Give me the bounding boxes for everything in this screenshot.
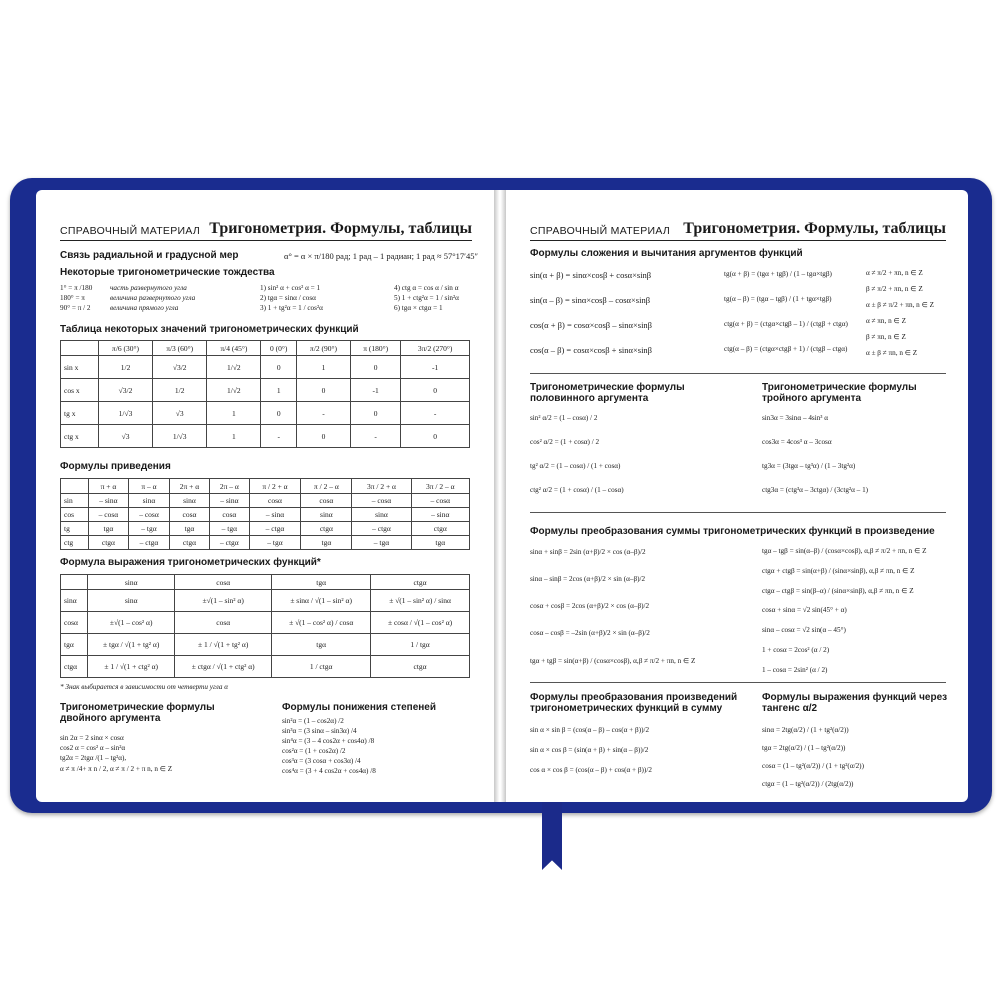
formula-line: 1) sin² α + cos² α = 1 (260, 284, 321, 292)
formula-line: 3) 1 + tg²α = 1 / cos²α (260, 304, 323, 312)
formula-line: sinα = 2tg(α/2) / (1 + tg²(α/2)) (762, 726, 849, 734)
section-reduction-title: Формулы приведения (60, 461, 171, 472)
bookmark-ribbon (542, 790, 562, 870)
table-row (61, 494, 470, 508)
table-cell: tg x (61, 402, 99, 425)
table-cell: sinα (352, 508, 411, 522)
section-expression-title: Формула выражения тригонометрических функций* (60, 557, 321, 568)
table-header-cell: π/6 (30°) (98, 341, 152, 356)
formula-line: α ≠ π/2 + πn, n ∈ Z (866, 269, 923, 277)
header-ref: СПРАВОЧНЫЙ МАТЕРИАЛ (60, 225, 201, 237)
table-cell: ctgα (301, 522, 352, 536)
table-row (61, 379, 470, 402)
formula-line: 1 – cosα = 2sin² (α / 2) (762, 666, 828, 674)
formula-line: 6) tgα × ctgα = 1 (394, 304, 443, 312)
table-cell: 0 (351, 356, 401, 379)
section-half-arg-title: Тригонометрические формулы половинного аргумента (530, 382, 685, 404)
formula-line: cos⁴α = (3 + 4 cos2α + cos4α) /8 (282, 767, 376, 775)
table-cell: ctgα (61, 656, 88, 678)
table-cell: - (351, 425, 401, 448)
table-cell: ± sinα / √(1 – sin² α) (272, 590, 371, 612)
table-header-row (61, 479, 470, 494)
table-cell: 0 (261, 402, 297, 425)
formula-line: sin(α + β) = sinα×cosβ + cosα×sinβ (530, 270, 652, 280)
formula-line: sin² α/2 = (1 – cosα) / 2 (530, 414, 598, 422)
table-header-row (61, 575, 470, 590)
formula-line: sin α × cos β = (sin(α + β) + sin(α – β))/2 (530, 746, 649, 754)
formula-line: cos³α = (3 cosα + cos3α) /4 (282, 757, 361, 765)
section-double-arg-title: Тригонометрические формулы двойного аргумента (60, 702, 215, 724)
table-cell: ctg (61, 536, 89, 550)
right-page (506, 190, 968, 802)
formula-line: 5) 1 + ctg²α = 1 / sin²α (394, 294, 459, 302)
table-cell: 0 (351, 402, 401, 425)
divider (530, 512, 946, 513)
table-cell: sinα (88, 590, 175, 612)
table-cell: – ctgα (129, 536, 170, 550)
formula-line: sin α × sin β = (cos(α – β) – cos(α + β))/2 (530, 726, 650, 734)
table-header-cell: 0 (0°) (261, 341, 297, 356)
section-half-tangent-title: Формулы выражения функций через тангенс α/2 (762, 692, 948, 714)
table-cell: -1 (351, 379, 401, 402)
table-cell: cosα (169, 508, 209, 522)
table-header-cell: 2π – α (210, 479, 249, 494)
left-page (36, 190, 494, 802)
formula-line: sin(α – β) = sinα×cosβ – cosα×sinβ (530, 295, 651, 305)
table-header-cell: π/3 (60°) (153, 341, 207, 356)
formula-line: tg3α = (3tgα – tg³α) / (1 – 3tg²α) (762, 462, 856, 470)
formula-line: величина развернутого угла (110, 294, 196, 302)
section-radian-degree-title: Связь радиальной и градусной мер (60, 250, 239, 261)
table-cell: 1 / tgα (371, 634, 470, 656)
table-cell: – cosα (411, 494, 469, 508)
table-cell: √3/2 (153, 356, 207, 379)
table-cell: 0 (261, 356, 297, 379)
formula-line: cos² α/2 = (1 + cosα) / 2 (530, 438, 600, 446)
formula-line: ctg(α – β) = (ctgα×ctgβ + 1) / (ctgβ – ctgα) (724, 345, 848, 353)
expression-table (60, 574, 470, 678)
table-cell: ± √(1 – cos² α) / cosα (272, 612, 371, 634)
table-header-cell: π (180°) (351, 341, 401, 356)
section-triple-arg-title: Тригонометрические формулы тройного аргумента (762, 382, 917, 404)
formula-line: β ≠ π/2 + πn, n ∈ Z (866, 285, 923, 293)
table-cell: 1 (207, 402, 261, 425)
table-cell: 1 (296, 356, 350, 379)
table-row (61, 536, 470, 550)
table-row (61, 356, 470, 379)
formula-line: cosα + cosβ = 2cos (α+β)/2 × cos (α–β)/2 (530, 602, 650, 610)
table-cell: ctgα (88, 536, 129, 550)
section-product-to-sum-title: Формулы преобразования произведений тригонометрических функций в сумму (530, 692, 738, 714)
formula-line: 4) ctg α = cos α / sin α (394, 284, 459, 292)
table-cell: 1/2 (153, 379, 207, 402)
table-cell: 1/√2 (207, 356, 261, 379)
formula-line: tgα + tgβ = sin(α+β) / (cosα×cosβ), α,β ≠ π/2 + πn, n ∈ Z (530, 657, 696, 665)
section-addition-title: Формулы сложения и вычитания аргументов функций (530, 248, 803, 259)
formula-line: 2) tgα = sinα / cosα (260, 294, 316, 302)
formula-line: ctgα = (1 – tg²(α/2)) / (2tg(α/2)) (762, 780, 854, 788)
formula-line: часть развернутого угла (110, 284, 187, 292)
table-cell: – tgα (352, 536, 411, 550)
table-row (61, 425, 470, 448)
table-row (61, 508, 470, 522)
table-cell: ctg x (61, 425, 99, 448)
table-header-cell (61, 575, 88, 590)
formula-line: cos(α + β) = cosα×cosβ – sinα×sinβ (530, 320, 653, 330)
table-cell: – ctgα (249, 522, 301, 536)
table-cell: 1/√3 (98, 402, 152, 425)
header-ref: СПРАВОЧНЫЙ МАТЕРИАЛ (530, 225, 671, 237)
table-cell: ctgα (371, 656, 470, 678)
table-cell: cosα (210, 508, 249, 522)
header-title: Тригонометрия. Формулы, таблицы (683, 220, 946, 237)
formula-line: 1 + cosα = 2cos² (α / 2) (762, 646, 830, 654)
table-cell: – tgα (129, 522, 170, 536)
values-table (60, 340, 470, 448)
table-cell: – sinα (210, 494, 249, 508)
table-cell: √3/2 (98, 379, 152, 402)
table-cell: 1 / ctgα (272, 656, 371, 678)
table-cell: ±√(1 – sin² α) (175, 590, 272, 612)
formula-line: tg2α = 2tgα /(1 – tg²α), (60, 754, 127, 762)
table-header-cell: tgα (272, 575, 371, 590)
table-cell: - (296, 402, 350, 425)
formula-line: sin 2α = 2 sinα × cosα (60, 734, 124, 742)
formula-line: ctg(α + β) = (ctgα×ctgβ – 1) / (ctgβ + ctgα) (724, 320, 848, 328)
formula-line: tg(α + β) = (tgα + tgβ) / (1 – tgα×tgβ) (724, 270, 832, 278)
formula-line: tg² α/2 = (1 – cosα) / (1 + cosα) (530, 462, 621, 470)
table-header-cell: ctgα (371, 575, 470, 590)
formula-line: sin²α = (1 – cos2α) /2 (282, 717, 344, 725)
table-cell: 0 (296, 379, 350, 402)
table-cell: sinα (129, 494, 170, 508)
table-cell: ± cosα / √(1 – cos² α) (371, 612, 470, 634)
divider (530, 373, 946, 374)
table-cell: 0 (401, 379, 470, 402)
table-cell: sinα (301, 508, 352, 522)
table-cell: tg (61, 522, 89, 536)
section-power-reduction-title: Формулы понижения степеней (282, 702, 437, 713)
table-header-cell: 2π + α (169, 479, 209, 494)
table-header-cell: π + α (88, 479, 129, 494)
table-header-cell: 3π / 2 – α (411, 479, 469, 494)
table-cell: cosα (249, 494, 301, 508)
table-cell: – sinα (411, 508, 469, 522)
table-cell: – ctgα (352, 522, 411, 536)
table-header-cell: π / 2 – α (301, 479, 352, 494)
formula-line: величина прямого угла (110, 304, 179, 312)
formula-line: ctgα – ctgβ = sin(β–α) / (sinα×sinβ), α,β ≠ πn, n ∈ Z (762, 587, 914, 595)
table-cell: cosα (301, 494, 352, 508)
table-cell: 1/2 (98, 356, 152, 379)
formula-line: cosα = (1 – tg²(α/2)) / (1 + tg²(α/2)) (762, 762, 864, 770)
table-cell: – tgα (249, 536, 301, 550)
expression-footnote: * Знак выбирается в зависимости от четверти угла α (60, 683, 229, 691)
table-cell: – cosα (129, 508, 170, 522)
formula-line: cosα + sinα = √2 sin(45° + α) (762, 606, 847, 614)
table-row (61, 522, 470, 536)
table-cell: tgα (411, 536, 469, 550)
table-cell: ± 1 / √(1 + ctg² α) (88, 656, 175, 678)
table-cell: 1 (207, 425, 261, 448)
formula-line: sin⁴α = (3 – 4 cos2α + cos4α) /8 (282, 737, 375, 745)
section-sum-to-product-title: Формулы преобразования суммы тригонометрических функций в произведение (530, 526, 935, 537)
table-cell: ± ctgα / √(1 + ctg² α) (175, 656, 272, 678)
formula-line: sinα + sinβ = 2sin (α+β)/2 × cos (α–β)/2 (530, 548, 646, 556)
reduction-table (60, 478, 470, 550)
formula-line: tgα – tgβ = sin(α–β) / (cosα×cosβ), α,β ≠ π/2 + πn, n ∈ Z (762, 547, 927, 555)
table-cell: √3 (98, 425, 152, 448)
table-header-cell: 3π / 2 + α (352, 479, 411, 494)
formula-line: sinα – cosα = √2 sin(α – 45°) (762, 626, 846, 634)
formula-line: α ± β ≠ πn, n ∈ Z (866, 349, 918, 357)
table-cell: tgα (272, 634, 371, 656)
table-cell: √3 (153, 402, 207, 425)
table-cell: 1/√2 (207, 379, 261, 402)
formula-line: cos(α – β) = cosα×cosβ + sinα×sinβ (530, 345, 653, 355)
table-cell: tgα (301, 536, 352, 550)
table-header-row (61, 341, 470, 356)
formula-line: ctg3α = (ctg³α – 3ctgα) / (3ctg²α – 1) (762, 486, 869, 494)
section-values-table-title: Таблица некоторых значений тригонометрических функций (60, 324, 359, 335)
section-identities-title: Некоторые тригонометрические тождества (60, 267, 275, 278)
formula-line: cos²α = (1 + cos2α) /2 (282, 747, 346, 755)
formula-line: 180° = π (60, 294, 85, 302)
table-row (61, 656, 470, 678)
table-cell: tgα (61, 634, 88, 656)
table-cell: cos x (61, 379, 99, 402)
radian-degree-formula: α° = α × π/180 рад; 1 рад – 1 радиан; 1 рад ≈ 57°17′45″ (284, 251, 478, 261)
table-cell: ± tgα / √(1 + tg² α) (88, 634, 175, 656)
table-cell: sinα (169, 494, 209, 508)
table-cell: cosα (61, 612, 88, 634)
header-title: Тригонометрия. Формулы, таблицы (209, 220, 472, 237)
formula-line: α ± β ≠ π/2 + πn, n ∈ Z (866, 301, 935, 309)
table-row (61, 612, 470, 634)
table-cell: - (401, 402, 470, 425)
table-cell: sin x (61, 356, 99, 379)
formula-line: tgα = 2tg(α/2) / (1 – tg²(α/2)) (762, 744, 846, 752)
formula-line: 1° = π /180 (60, 284, 93, 292)
table-row (61, 590, 470, 612)
table-header-cell (61, 341, 99, 356)
table-cell: tgα (88, 522, 129, 536)
table-cell: ±√(1 – cos² α) (88, 612, 175, 634)
table-cell: -1 (401, 356, 470, 379)
table-header-cell: cosα (175, 575, 272, 590)
table-cell: sin (61, 494, 89, 508)
table-cell: – cosα (352, 494, 411, 508)
table-cell: ± √(1 – sin² α) / sinα (371, 590, 470, 612)
table-cell: tgα (169, 522, 209, 536)
table-cell: - (261, 425, 297, 448)
right-page-header (530, 220, 946, 241)
formula-line: sin3α = 3sinα – 4sin³ α (762, 414, 829, 422)
formula-line: sinα – sinβ = 2cos (α+β)/2 × sin (α–β)/2 (530, 575, 646, 583)
table-cell: 0 (401, 425, 470, 448)
table-cell: ctgα (411, 522, 469, 536)
formula-line: cos3α = 4cos³ α – 3cosα (762, 438, 832, 446)
table-cell: 1 (261, 379, 297, 402)
table-cell: 0 (296, 425, 350, 448)
formula-line: β ≠ πn, n ∈ Z (866, 333, 906, 341)
formula-line: ctg² α/2 = (1 + cosα) / (1 – cosα) (530, 486, 624, 494)
formula-line: α ≠ π /4+ π n / 2, α ≠ π / 2 + π n, n ∈ Z (60, 765, 173, 773)
table-row (61, 634, 470, 656)
left-page-header (60, 220, 472, 241)
table-cell: ctgα (169, 536, 209, 550)
table-header-cell: π/4 (45°) (207, 341, 261, 356)
table-cell: – sinα (88, 494, 129, 508)
table-row (61, 402, 470, 425)
formula-line: 90° = π / 2 (60, 304, 91, 312)
table-cell: 1/√3 (153, 425, 207, 448)
divider (530, 682, 946, 683)
table-header-cell: π / 2 + α (249, 479, 301, 494)
table-header-cell: sinα (88, 575, 175, 590)
formula-line: cos2 α = cos² α – sin²α (60, 744, 126, 752)
formula-line: cosα – cosβ = –2sin (α+β)/2 × sin (α–β)/2 (530, 629, 650, 637)
table-cell: ± 1 / √(1 + tg² α) (175, 634, 272, 656)
table-cell: – tgα (210, 522, 249, 536)
table-header-cell: π – α (129, 479, 170, 494)
formula-line: ctgα + ctgβ = sin(α+β) / (sinα×sinβ), α,β ≠ πn, n ∈ Z (762, 567, 915, 575)
formula-line: α ≠ πn, n ∈ Z (866, 317, 906, 325)
table-header-cell: 3π/2 (270°) (401, 341, 470, 356)
table-header-cell (61, 479, 89, 494)
table-cell: – cosα (88, 508, 129, 522)
table-cell: – ctgα (210, 536, 249, 550)
formula-line: tg(α – β) = (tgα – tgβ) / (1 + tgα×tgβ) (724, 295, 832, 303)
table-cell: – sinα (249, 508, 301, 522)
formula-line: cos α × cos β = (cos(α – β) + cos(α + β))/2 (530, 766, 652, 774)
page-gutter (494, 190, 506, 802)
table-header-cell: π/2 (90°) (296, 341, 350, 356)
table-cell: cos (61, 508, 89, 522)
table-cell: cosα (175, 612, 272, 634)
table-cell: sinα (61, 590, 88, 612)
formula-line: sin³α = (3 sinα – sin3α) /4 (282, 727, 357, 735)
